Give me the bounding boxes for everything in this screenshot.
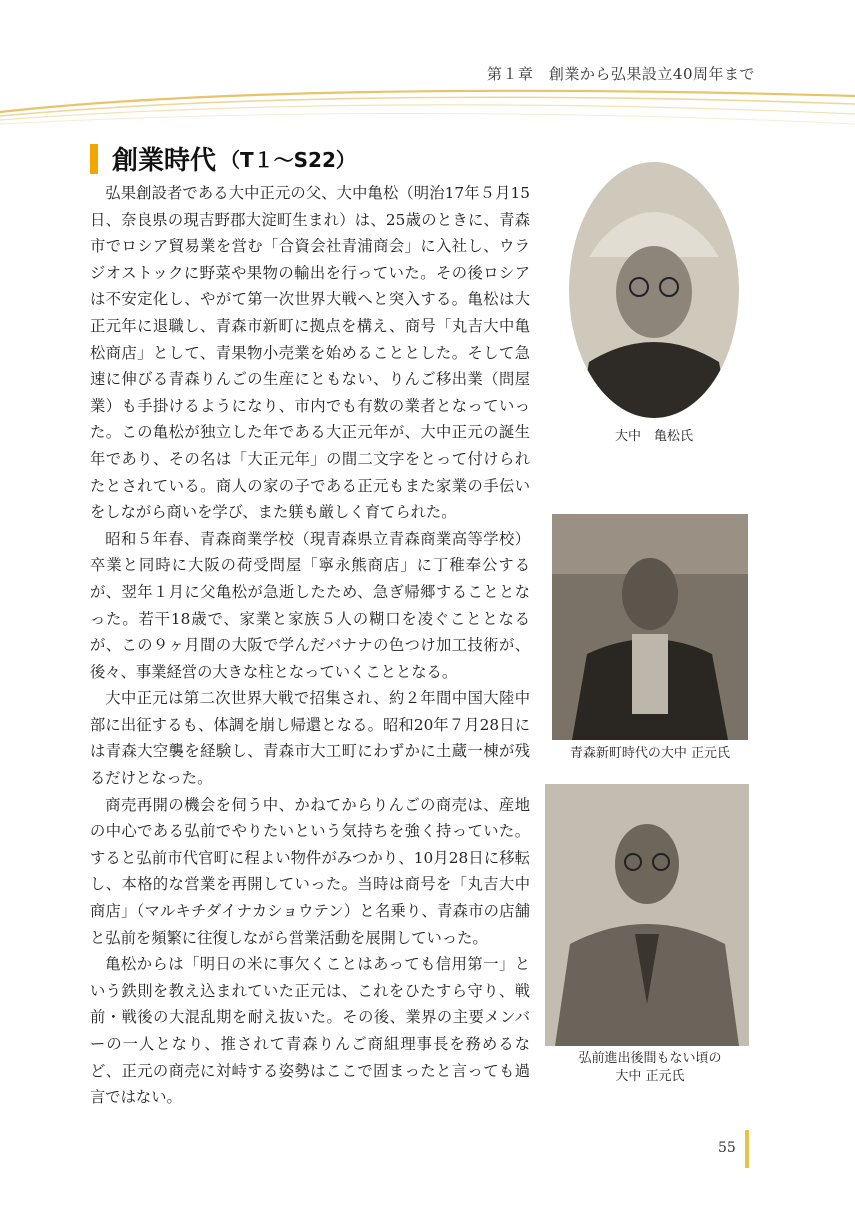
paragraph: 亀松からは「明日の米に事欠くことはあっても信用第一」という鉄則を教え込まれていた正元は、これをひたすら守り、戦前・戦後の大混乱期を耐え抜いた。その後、業界の主要メンバーの一人となり、推されて青森りんご商組理事長を務めるなど、正元の商売に対峙する姿勢はここで固まったと言っても過言ではない。 (90, 955, 530, 1107)
paragraph: 弘果創設者である大中正元の父、大中亀松（明治17年５月15日、奈良県の現吉野郡大淀町生まれ）は、25歳のときに、青森市でロシア貿易業を営む「合資会社青浦商会」に入社し、ウラジオストックに野菜や果物の輸出を行っていた。その後ロシアは不安定化し、やがて第一次世界大戦へと突入する。亀松は大正元年に退職し、青森市新町に拠点を構え、商号「丸吉大中亀松商店」として、青果物小売業を始めることとした。そして急速に伸びる青森りんごの生産にともない、りんご移出業（問屋業）も手掛けるようになり、市内でも有数の業者となっていった。この亀松が独立した年である大正元年が、大中正元の誕生年であり、その名は「大正元年」の間二文字をとって付けられたとされている。商人の家の子である正元もまた家業の手伝いをしながら商いを学び、また躾も厳しく育てられた。 (90, 184, 530, 522)
photo-caption-line: 大中 正元氏 (615, 1069, 685, 1084)
photo-placeholder (552, 514, 748, 740)
photo-caption-line: 弘前進出後間もない頃の (578, 1051, 722, 1066)
article-body (90, 180, 530, 1111)
heading-accent-bar (90, 144, 98, 174)
paragraph: 商売再開の機会を伺う中、かねてからりんごの商売は、産地の中心である弘前でやりたいという気持ちを強く持っていた。すると弘前市代官町に程よい物件がみつかり、10月28日に移転し、本格的な営業を再開していった。当時は商号を「丸吉大中商店」（マルキチダイナカショウテン）と名乗り、青森市の店舗と弘前を頻繁に往復しながら営業活動を展開していった。 (90, 795, 530, 947)
paragraph: 昭和５年春、青森商業学校（現青森県立青森商業高等学校）卒業と同時に大阪の荷受問屋「寧永熊商店」に丁稚奉公するが、翌年１月に父亀松が急逝したため、急ぎ帰郷することとなった。若干18歳で、家業と家族５人の糊口を凌ぐこととなるが、この９ヶ月間の大阪で学んだバナナの色つけ加工技術が、後々、事業経営の大きな柱となっていくこととなる。 (90, 529, 530, 681)
photo-masamoto-shinmachi (552, 514, 748, 740)
section-heading (90, 140, 356, 177)
section-subtitle: （T１〜S22） (220, 148, 356, 172)
section-title: 創業時代 (112, 146, 217, 176)
photo-caption: 青森新町時代の大中 正元氏 (569, 746, 731, 761)
photo-caption: 大中 亀松氏 (614, 429, 693, 444)
photo-caption (545, 1050, 755, 1086)
photo-masamoto-hirosaki (545, 784, 749, 1046)
page-number-marker (745, 1130, 749, 1168)
running-header: 第１章 創業から弘果設立40周年まで (486, 65, 755, 83)
portrait-placeholder (569, 162, 739, 418)
photo-placeholder (545, 784, 749, 1046)
portrait-photo-kamematsu (569, 162, 739, 418)
page-number: 55 (718, 1140, 736, 1156)
paragraph: 大中正元は第二次世界大戦で招集され、約２年間中国大陸中部に出征するも、体調を崩し帰還となる。昭和20年７月28日には青森大空襲を経験し、青森市大工町にわずかに土蔵一棟が残るだけとなった。 (90, 689, 530, 788)
